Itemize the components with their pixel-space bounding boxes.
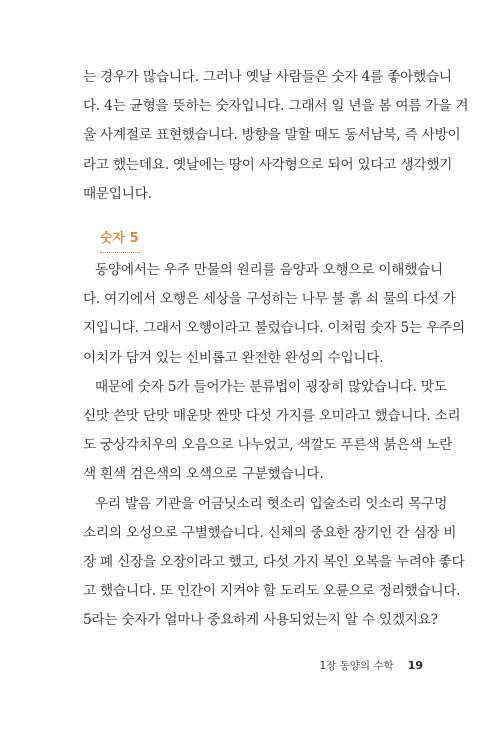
page-number: 19 [407, 659, 423, 672]
text-line: 고 했습니다. 또 인간이 지켜야 할 도리도 오륜으로 정리했습니다. [83, 583, 461, 600]
text-line: 우리 발음 기관을 어금닛소리 혓소리 입술소리 잇소리 목구멍 [95, 495, 448, 512]
text-line: 도 궁상각치우의 오음으로 나누었고, 색깔도 푸른색 붉은색 노란 [83, 437, 453, 454]
text-line: 장 폐 신장을 오장이라고 했고, 다섯 가지 복인 오복을 누려야 좋다 [83, 553, 465, 570]
section-body [83, 256, 465, 635]
section-heading: 숫자 5 [100, 231, 139, 246]
running-chapter-title: 1장 동양의 수학 [319, 660, 394, 672]
page-footer [0, 658, 423, 673]
text-line: 5라는 숫자가 얼마나 중요하게 사용되었는지 알 수 있겠지요? [83, 612, 438, 629]
text-line: 는 경우가 많습니다. 그러나 옛날 사람들은 숫자 4를 좋아했습니 [83, 69, 452, 85]
text-line: 다. 여기에서 오행은 세상을 구성하는 나무 불 흙 쇠 물의 다섯 가 [83, 291, 456, 308]
text-line: 때문에 숫자 5가 들어가는 분류법이 굉장히 많았습니다. 맛도 [95, 378, 447, 395]
text-line: 울 사계절로 표현했습니다. 방향을 말할 때도 동서남북, 즉 사방이 [83, 127, 461, 144]
text-line: 동양에서는 우주 만물의 원리를 음양과 오행으로 이해했습니 [95, 262, 444, 278]
section-heading-underline [100, 252, 140, 253]
text-line: 지입니다. 그래서 오행이라고 불렀습니다. 이처럼 숫자 5는 우주의 [83, 320, 465, 337]
text-line: 이치가 담겨 있는 신비롭고 완전한 완성의 수입니다. [83, 349, 384, 366]
text-line: 소리의 오성으로 구별했습니다. 신체의 중요한 장기인 간 심장 비 [83, 524, 457, 541]
intro-paragraph [83, 63, 469, 209]
text-line: 다. 4는 균형을 뜻하는 숫자입니다. 그래서 일 년을 봄 여름 가을 겨 [83, 98, 469, 115]
text-line: 때문입니다. [83, 185, 152, 202]
text-line: 색 흰색 검은색의 오색으로 구분했습니다. [83, 466, 324, 483]
text-line: 라고 했는데요. 옛날에는 땅이 사각형으로 되어 있다고 생각했기 [83, 156, 453, 173]
text-line: 신맛 쓴맛 단맛 매운맛 짠맛 다섯 가지를 오미라고 했습니다. 소리 [83, 407, 461, 424]
